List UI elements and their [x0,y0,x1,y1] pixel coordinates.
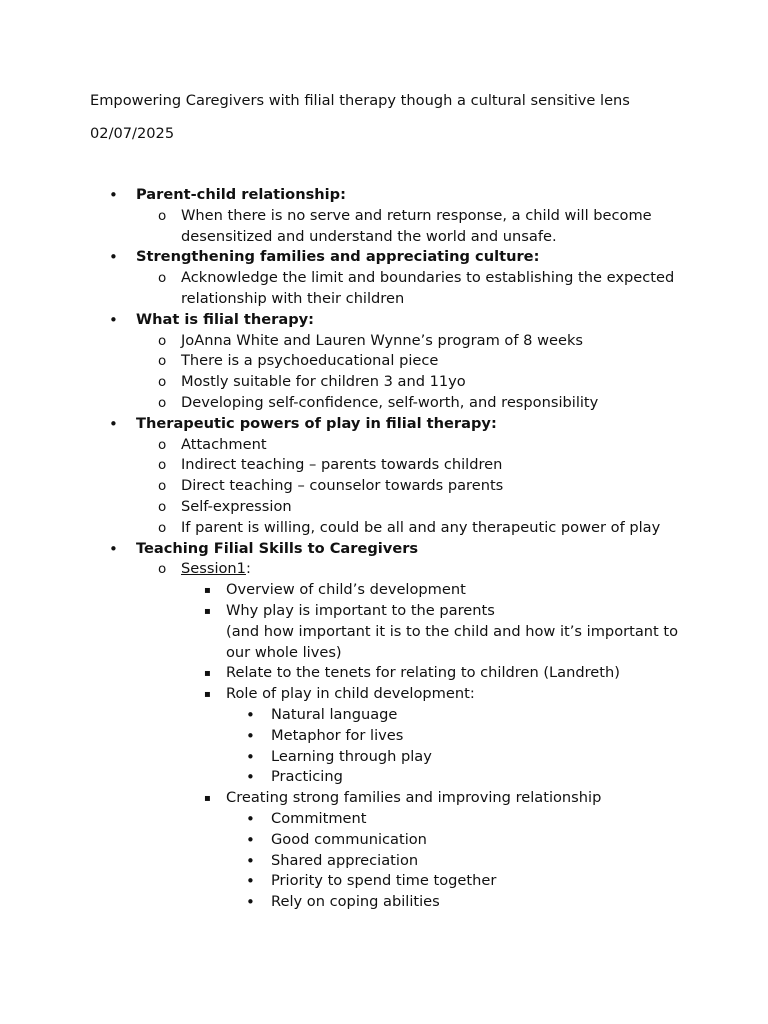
topic-text: Creating strong families and improving relationship [226,789,602,807]
list-item [0,455,768,476]
list-item-text: There is a psychoeducational piece [181,352,439,370]
session-label-suffix: : [245,560,251,578]
topic-text [226,601,682,663]
section-heading [0,247,768,268]
topic-item [0,601,768,663]
bullet-marker: • [246,726,255,745]
bullet-marker: • [109,414,118,433]
circle-marker: o [158,374,167,391]
bullet-marker: • [246,747,255,766]
document-date: 02/07/2025 [90,125,175,142]
section-heading-text: Parent-child relationship: [136,186,346,203]
bullet-marker: • [109,186,118,204]
subtopic-item [0,892,768,913]
list-item-text: When there is no serve and return response, a child will become desensitized and understand the world and unsafe. [181,206,652,245]
bullet-marker: • [246,768,255,787]
square-marker: ▪ [204,585,211,597]
square-marker: ▪ [204,689,211,701]
square-marker: ▪ [204,605,211,617]
subtopic-text: Shared appreciation [271,851,419,869]
topic-item [0,580,768,601]
topic-item [0,684,768,705]
document-title: Empowering Caregivers with filial therapy though a cultural sensitive lens [90,92,630,109]
section-heading [0,310,768,331]
section-heading [0,414,768,435]
list-item [0,518,768,539]
bullet-marker: • [109,539,118,558]
session-title [181,559,688,580]
subtopic-text: Rely on coping abilities [271,893,440,911]
subtopic-item [0,767,768,788]
list-item-text: Direct teaching – counselor towards parents [181,477,504,495]
section-heading-text: Strengthening families and appreciating culture: [136,248,540,266]
topic-item [0,663,768,684]
list-item [0,435,768,456]
circle-marker: o [158,270,167,287]
list-item-text: Indirect teaching – parents towards children [181,456,503,474]
subtopic-text: Metaphor for lives [271,726,404,744]
session-label: Session1 [181,560,246,578]
list-item [0,268,768,310]
subtopic-item [0,747,768,768]
section-heading [0,539,768,560]
subtopic-item [0,705,768,726]
topic-text: Relate to the tenets for relating to children (Landreth) [226,664,620,682]
bullet-marker: • [246,893,255,912]
bullet-marker: • [109,248,118,267]
list-item-text: Mostly suitable for children 3 and 11yo [181,373,466,391]
circle-marker: o [158,207,167,224]
topic-item [0,788,768,809]
square-marker: ▪ [204,668,211,680]
notes-outline [0,185,768,913]
subtopic-text: Natural language [271,705,398,723]
circle-marker: o [158,498,167,515]
list-item [0,206,768,248]
subtopic-text: Good communication [271,830,427,848]
list-item-text: JoAnna White and Lauren Wynne’s program of 8 weeks [181,331,584,349]
circle-marker: o [158,457,167,474]
circle-marker: o [158,561,167,578]
section-heading-text: What is filial therapy: [136,310,315,328]
circle-marker: o [158,436,167,453]
bullet-marker: • [246,705,255,724]
list-item [0,351,768,372]
list-item-text: Acknowledge the limit and boundaries to establishing the expected relationship with their children [181,269,675,307]
section-heading-text: Teaching Filial Skills to Caregivers [136,539,419,557]
list-item-text: Developing self-confidence, self-worth, and responsibility [181,393,599,411]
circle-marker: o [158,394,167,411]
subtopic-text: Priority to spend time together [271,872,497,890]
topic-text: Overview of child’s development [226,581,466,599]
list-item-text: Self-expression [181,497,292,515]
circle-marker: o [158,519,167,536]
list-item [0,331,768,352]
list-item [0,372,768,393]
subtopic-item [0,851,768,872]
list-item [0,476,768,497]
subtopic-item [0,871,768,892]
subtopic-text: Practicing [271,768,343,786]
list-item-text: If parent is willing, could be all and any therapeutic power of play [181,518,661,536]
circle-marker: o [158,353,167,370]
topic-text: Role of play in child development: [226,685,475,703]
bullet-marker: • [109,310,118,329]
topic-note-text: (and how important it is to the child and how it’s important to our whole lives) [226,622,679,661]
square-marker: ▪ [204,793,211,805]
bullet-marker: • [246,809,255,828]
bullet-marker: • [246,872,255,891]
bullet-marker: • [246,851,255,870]
circle-marker: o [158,478,167,495]
section-heading-text: Therapeutic powers of play in filial therapy: [136,414,497,432]
subtopic-item [0,809,768,830]
session-item [0,559,768,580]
list-item [0,497,768,518]
subtopic-item [0,726,768,747]
circle-marker: o [158,332,167,349]
list-item-text: Attachment [181,435,267,453]
section-heading [0,185,768,206]
list-item [0,393,768,414]
subtopic-item [0,830,768,851]
topic-main-text: Why play is important to the parents [226,601,495,619]
subtopic-text: Commitment [271,809,367,827]
subtopic-text: Learning through play [271,747,432,765]
bullet-marker: • [246,830,255,849]
